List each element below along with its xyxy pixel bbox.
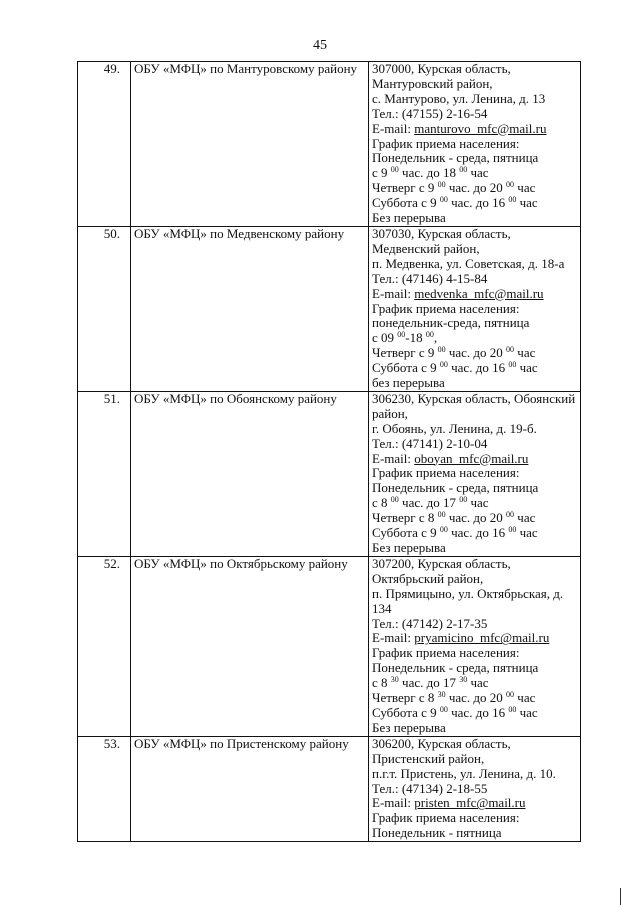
schedule-minutes: 00 (425, 330, 434, 340)
schedule-line: Понедельник - пятница (372, 825, 502, 841)
schedule-minutes: 00 (390, 165, 399, 175)
schedule-line: Понедельник - среда, пятница (372, 480, 539, 496)
address-line: Мантуровский район, (372, 75, 493, 91)
schedule-minutes: 30 (459, 675, 468, 685)
phone-line: Тел.: (47146) 4-15-84 (372, 270, 488, 286)
address-line: п. Прямицыно, ул. Октябрьская, д. (372, 585, 564, 601)
schedule-line (372, 496, 577, 511)
phone-line: Тел.: (47142) 2-17-35 (372, 615, 488, 631)
schedule-title: График приема населения: (372, 810, 520, 826)
schedule-text: час (516, 195, 538, 211)
schedule-text: Суббота с 9 (372, 360, 440, 376)
schedule-title: График приема населения: (372, 465, 520, 481)
schedule-minutes: 00 (439, 360, 448, 370)
schedule-text: с 09 (372, 330, 398, 346)
schedule-text: с 9 (372, 165, 391, 181)
email-line (372, 452, 577, 467)
schedule-text: час. до 16 (447, 360, 509, 376)
office-contacts (369, 736, 581, 841)
email-label: E-mail: (372, 630, 415, 646)
schedule-minutes: 00 (459, 165, 468, 175)
schedule-text: -18 (405, 330, 426, 346)
schedule-text: с 8 (372, 495, 391, 511)
schedule-minutes: 00 (439, 195, 448, 205)
schedule-line (372, 196, 577, 211)
address-line: 307000, Курская область, (372, 61, 511, 76)
schedule-text: час (516, 704, 538, 720)
schedule-text: Четверг с 9 (372, 345, 438, 361)
schedule-line: Без перерыва (372, 540, 446, 555)
table-row (78, 736, 581, 841)
address-line: Пристенский район, (372, 750, 485, 766)
schedule-line: Понедельник - среда, пятница (372, 660, 539, 676)
address-line: 306230, Курская область, Обоянский (372, 390, 576, 406)
schedule-minutes: 00 (439, 704, 448, 714)
schedule-line: Без перерыва (372, 719, 446, 735)
schedule-line (372, 346, 577, 361)
schedule-line (372, 361, 577, 376)
schedule-minutes: 00 (508, 525, 517, 535)
schedule-line (372, 706, 577, 721)
table-row (78, 391, 581, 556)
schedule-minutes: 00 (437, 345, 446, 355)
email-link[interactable]: pryamicino_mfc@mail.ru (414, 630, 550, 646)
schedule-minutes: 00 (390, 495, 399, 505)
email-link[interactable]: oboyan_mfc@mail.ru (414, 450, 529, 466)
schedule-text: час. до 16 (447, 704, 509, 720)
address-line: 307030, Курская область, (372, 225, 511, 241)
office-name: ОБУ «МФЦ» по Октябрьскому району (131, 556, 369, 736)
schedule-text: с 8 (372, 675, 391, 691)
schedule-text: Суббота с 9 (372, 195, 440, 211)
phone-line: Тел.: (47141) 2-10-04 (372, 435, 488, 451)
office-name: ОБУ «МФЦ» по Мантуровскому району (131, 62, 369, 227)
schedule-line: понедельник-среда, пятница (372, 315, 530, 331)
schedule-text: Четверг с 8 (372, 510, 438, 526)
table-row (78, 62, 581, 227)
schedule-line: без перерыва (372, 375, 445, 391)
schedule-minutes: 00 (506, 690, 515, 700)
address-line: Медвенский район, (372, 240, 480, 256)
email-line (372, 122, 577, 137)
office-name: ОБУ «МФЦ» по Обоянскому району (131, 391, 369, 556)
address-line: 306200, Курская область, (372, 735, 511, 751)
schedule-text: Суббота с 9 (372, 525, 440, 541)
schedule-minutes: 00 (437, 510, 446, 520)
schedule-text: час (467, 675, 489, 691)
schedule-title: График приема населения: (372, 135, 520, 151)
email-label: E-mail: (372, 285, 415, 301)
phone-line: Тел.: (47155) 2-16-54 (372, 105, 488, 121)
schedule-text: Суббота с 9 (372, 704, 440, 720)
schedule-text: час. до 20 (445, 510, 507, 526)
schedule-text: Четверг с 9 (372, 180, 438, 196)
schedule-title: График приема населения: (372, 300, 520, 316)
schedule-text: час (467, 165, 489, 181)
schedule-text: час. до 18 (398, 165, 460, 181)
office-name: ОБУ «МФЦ» по Пристенскому району (131, 736, 369, 841)
address-line: район, (372, 405, 408, 421)
schedule-line (372, 691, 577, 706)
schedule-line (372, 511, 577, 526)
address-line: п. Медвенка, ул. Советская, д. 18-а (372, 255, 565, 271)
schedule-title: График приема населения: (372, 645, 520, 661)
schedule-text: час. до 16 (447, 525, 509, 541)
office-contacts (369, 226, 581, 391)
schedule-minutes: 30 (390, 675, 399, 685)
email-link[interactable]: medvenka_mfc@mail.ru (414, 285, 544, 301)
schedule-minutes: 00 (459, 495, 468, 505)
email-label: E-mail: (372, 120, 415, 136)
schedule-minutes: 30 (437, 690, 446, 700)
address-line: Октябрьский район, (372, 570, 484, 586)
schedule-text: час. до 17 (398, 495, 460, 511)
row-number: 49. (78, 62, 131, 227)
schedule-minutes: 00 (506, 180, 515, 190)
schedule-minutes: 00 (397, 330, 406, 340)
page-edge-mark (620, 888, 621, 905)
email-line (372, 287, 577, 302)
schedule-line (372, 676, 577, 691)
page-number: 45 (313, 38, 327, 53)
row-number: 51. (78, 391, 131, 556)
email-line (372, 796, 577, 811)
schedule-text: час (514, 180, 536, 196)
schedule-line: Понедельник - среда, пятница (372, 150, 539, 166)
schedule-line (372, 181, 577, 196)
schedule-text: час. до 16 (447, 195, 509, 211)
schedule-text: час (514, 690, 536, 706)
address-line: п.г.т. Пристень, ул. Ленина, д. 10. (372, 765, 556, 781)
address-line: г. Обоянь, ул. Ленина, д. 19-б. (372, 420, 537, 436)
schedule-text: час (467, 495, 489, 511)
email-label: E-mail: (372, 795, 415, 811)
office-contacts (369, 556, 581, 736)
schedule-text: час (516, 360, 538, 376)
row-number: 52. (78, 556, 131, 736)
schedule-line: Без перерыва (372, 210, 446, 226)
row-number: 50. (78, 226, 131, 391)
schedule-line (372, 526, 577, 541)
email-link[interactable]: pristen_mfc@mail.ru (414, 795, 526, 811)
address-line: 134 (372, 600, 392, 616)
schedule-minutes: 00 (508, 195, 517, 205)
schedule-text: час (516, 525, 538, 541)
schedule-text: час (514, 510, 536, 526)
mfc-offices-table (77, 61, 581, 842)
office-name: ОБУ «МФЦ» по Медвенскому району (131, 226, 369, 391)
schedule-minutes: 00 (506, 345, 515, 355)
schedule-text: , (433, 330, 438, 346)
email-link[interactable]: manturovo_mfc@mail.ru (414, 120, 547, 136)
office-contacts (369, 62, 581, 227)
schedule-text: час. до 20 (445, 690, 507, 706)
email-line (372, 631, 577, 646)
office-contacts (369, 391, 581, 556)
schedule-minutes: 00 (439, 525, 448, 535)
phone-line: Тел.: (47134) 2-18-55 (372, 780, 488, 796)
schedule-minutes: 00 (437, 180, 446, 190)
schedule-text: час (514, 345, 536, 361)
table-row (78, 556, 581, 736)
schedule-minutes: 00 (508, 704, 517, 714)
address-line: с. Мантурово, ул. Ленина, д. 13 (372, 90, 546, 106)
schedule-text: час. до 20 (445, 180, 507, 196)
schedule-minutes: 00 (506, 510, 515, 520)
address-line: 307200, Курская область, (372, 555, 511, 571)
schedule-text: час. до 20 (445, 345, 507, 361)
schedule-line (372, 166, 577, 181)
table-row (78, 226, 581, 391)
schedule-text: час. до 17 (398, 675, 460, 691)
email-label: E-mail: (372, 450, 415, 466)
schedule-line (372, 331, 577, 346)
schedule-minutes: 00 (508, 360, 517, 370)
schedule-text: Четверг с 8 (372, 690, 438, 706)
row-number: 53. (78, 736, 131, 841)
